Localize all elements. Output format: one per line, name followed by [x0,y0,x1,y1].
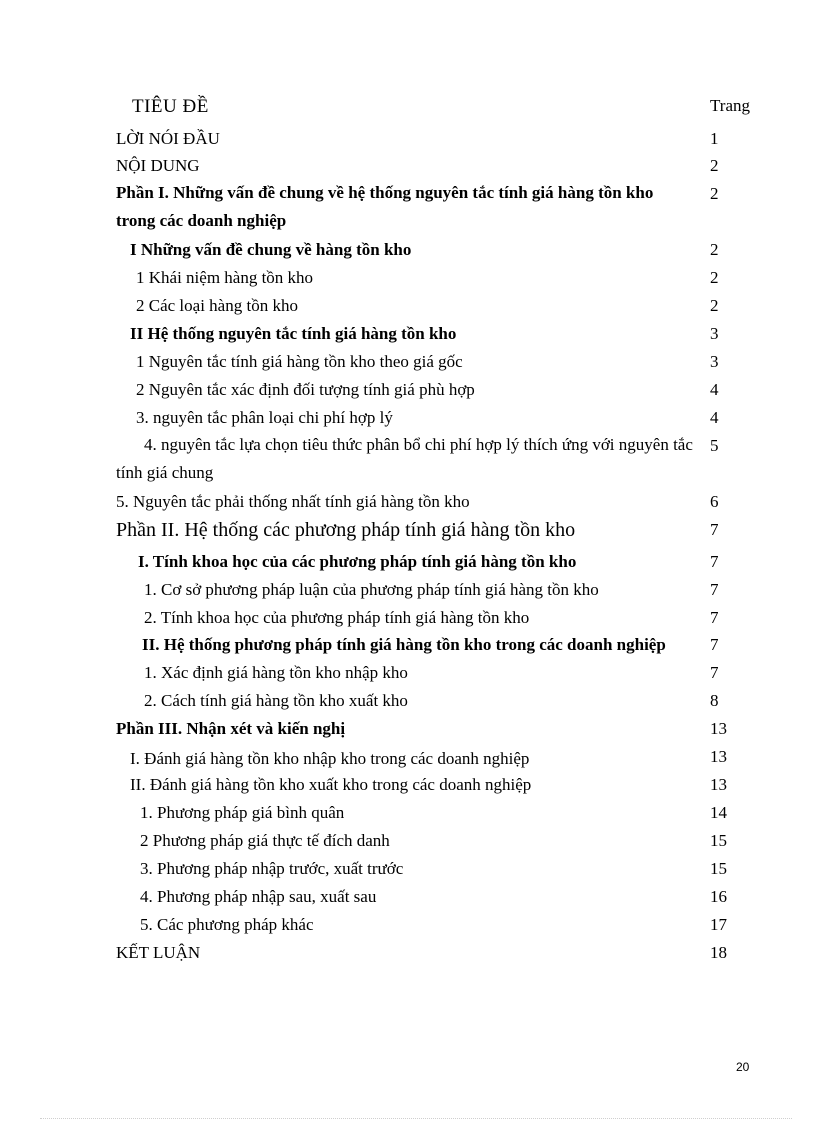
toc-page: 6 [710,492,719,511]
toc-page: 18 [710,943,727,962]
toc-entry: 1. Cơ sở phương pháp luận của phương pháp tính giá hàng tồn kho [144,580,599,599]
toc-page: 7 [710,608,719,627]
toc-entry: 3. Phương pháp nhập trước, xuất trước [140,859,404,878]
toc-entry: 1. Xác định giá hàng tồn kho nhập kho [144,663,408,682]
toc-entry: Phần III. Nhận xét và kiến nghị [116,719,346,738]
toc-entry: NỘI DUNG [116,156,200,175]
toc-page: 1 [710,129,719,148]
toc-entry: II. Hệ thống phương pháp tính giá hàng tồn kho trong các doanh nghiệp [142,635,666,654]
toc-page: 2 [710,184,719,203]
toc-page: 7 [710,635,719,654]
toc-entry: II. Đánh giá hàng tồn kho xuất kho trong các doanh nghiệp [130,775,532,794]
toc-entry: 4. Phương pháp nhập sau, xuất sau [140,887,377,906]
toc-page: 7 [710,580,719,599]
toc-page: 8 [710,691,719,710]
toc-page: 13 [710,719,727,738]
toc-entry: 2. Tính khoa học của phương pháp tính giá hàng tồn kho [144,608,530,627]
toc-entry: Phần II. Hệ thống các phương pháp tính giá hàng tồn kho [116,519,576,541]
toc-entry: 2 Phương pháp giá thực tế đích danh [140,831,390,850]
toc-header-page-label: Trang [710,96,750,115]
toc-entry: 2. Cách tính giá hàng tồn kho xuất kho [144,691,408,710]
toc-entry: 2 Nguyên tắc xác định đối tượng tính giá phù hợp [136,380,475,399]
toc-page: 14 [710,803,727,822]
toc-page: 5 [710,436,719,455]
toc-page: 2 [710,296,719,315]
toc-header-title: TIÊU ĐỀ [132,96,209,117]
toc-page: 15 [710,859,727,878]
toc-entry: 2 Các loại hàng tồn kho [136,296,298,315]
toc-entry: II Hệ thống nguyên tắc tính giá hàng tồn kho [130,324,457,343]
toc-page: 15 [710,831,727,850]
toc-page: 3 [710,352,719,371]
toc-entry: 3. nguyên tắc phân loại chi phí hợp lý [136,408,393,427]
toc-page: 4 [710,408,719,427]
toc-entry: KẾT LUẬN [116,943,201,962]
toc-page: 2 [710,240,719,259]
toc-entry: 4. nguyên tắc lựa chọn tiêu thức phân bổ chi phí hợp lý thích ứng với nguyên tắc tính giá chung [116,435,693,482]
toc-page: 17 [710,915,727,934]
toc-entry: Phần I. Những vấn đề chung về hệ thống nguyên tắc tính giá hàng tồn kho trong các doanh nghiệp [116,183,654,230]
toc-entry: I. Đánh giá hàng tồn kho nhập kho trong các doanh nghiệp [130,749,530,768]
toc-page: 7 [710,663,719,682]
toc-page: 16 [710,887,727,906]
page-number: 20 [736,1060,750,1074]
toc-entry: I. Tính khoa học của các phương pháp tính giá hàng tồn kho [138,552,577,571]
toc-entry: 5. Các phương pháp khác [140,915,314,934]
toc-page: 2 [710,268,719,287]
toc-entry: 1. Phương pháp giá bình quân [140,803,345,822]
toc-entry: LỜI NÓI ĐẦU [116,129,220,148]
toc-page: 4 [710,380,719,399]
toc-page: 3 [710,324,719,343]
toc-page: 7 [710,552,719,571]
toc-entry: 1 Khái niệm hàng tồn kho [136,268,314,287]
toc-entry: 1 Nguyên tắc tính giá hàng tồn kho theo giá gốc [136,352,463,371]
toc-page: 13 [710,775,727,794]
toc-page: 13 [710,747,727,766]
toc-page: 2 [710,156,719,175]
toc-entry: 5. Nguyên tắc phải thống nhất tính giá hàng tồn kho [116,492,470,511]
toc-entry: I Những vấn đề chung về hàng tồn kho [130,240,412,259]
toc-page: 7 [710,520,719,539]
footer-divider [40,1118,792,1119]
